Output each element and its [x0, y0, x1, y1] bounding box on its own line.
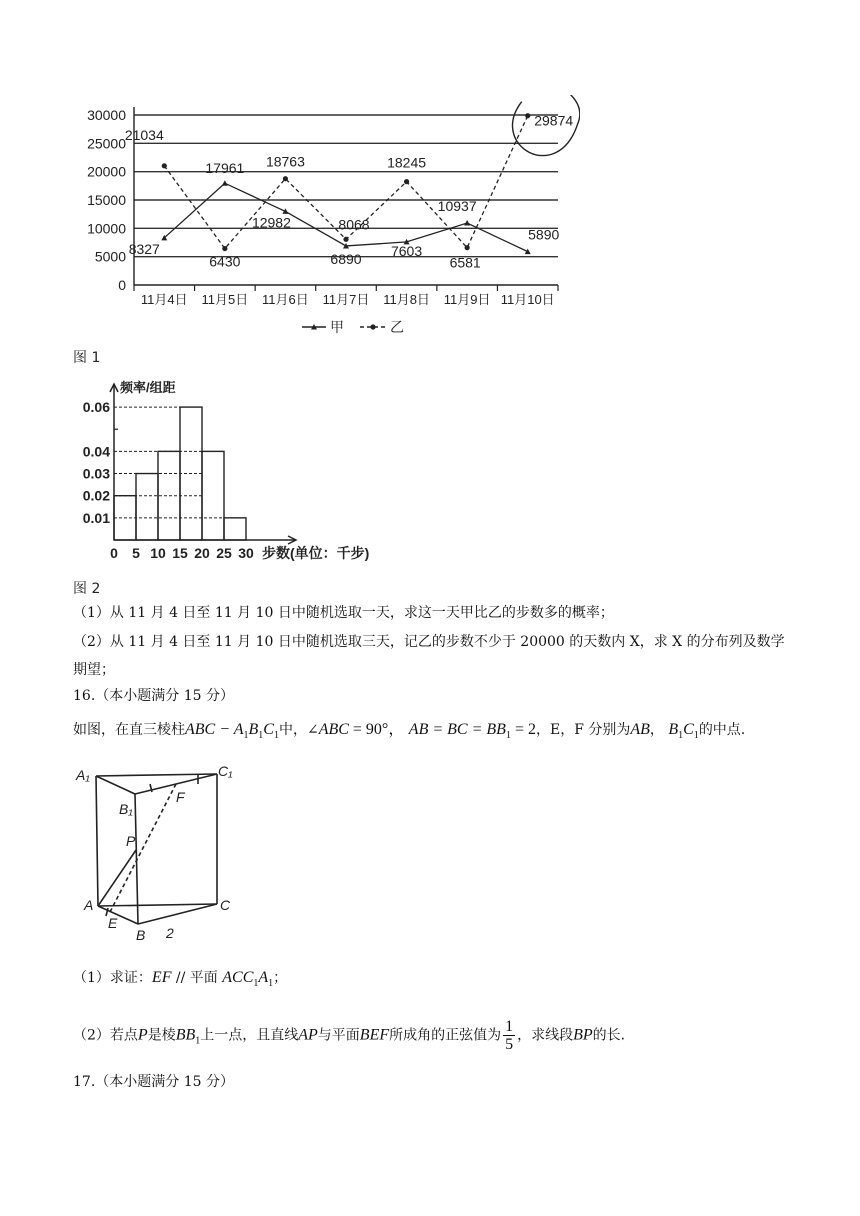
x-tick-label: 0 [110, 545, 118, 561]
x-tick-label: 10 [150, 545, 166, 561]
q16-stem-math-2: ABC [318, 721, 349, 738]
q16-stem-text-4: ， [649, 722, 664, 738]
label-A: A [84, 897, 94, 913]
q16-part2-math-k: BP [573, 1026, 593, 1044]
data-label: 6890 [330, 250, 362, 267]
q16-stem-math-6: AB [630, 721, 650, 738]
figure2-caption: 图 2 [73, 581, 101, 597]
figure1-caption: 图 1 [73, 350, 101, 366]
data-point-jia [464, 220, 470, 226]
data-point-jia [525, 249, 531, 255]
y-tick-label: 25000 [87, 135, 126, 152]
q16-stem-text-5: 的中点. [698, 722, 746, 738]
legend-label-jia: 甲 [330, 319, 344, 335]
x-tick-label: 30 [238, 545, 254, 561]
data-point-yi [343, 237, 348, 242]
data-label: 21034 [124, 126, 164, 143]
q16-stem: 如图，在直三棱柱ABC − $A_1B_1C_1$中，∠ABC = 90°， AB = BC = $BB_1 = 2$，E，F 分别为AB， $B_1C_1$的中点. [73, 721, 746, 741]
x-tick-label: 11月7日 [322, 292, 370, 307]
data-point-jia [282, 208, 288, 214]
q16-part1-math-b: EF [151, 969, 172, 986]
data-label: 6581 [449, 254, 481, 271]
label-C: C [220, 897, 231, 913]
y-tick-label: 20000 [87, 163, 126, 180]
q16-part1: （1）求证：EF // 平面 $ACC_1A_1$； [73, 969, 288, 989]
histogram-bar [136, 474, 158, 540]
q16-part2-math-h: BEF [359, 1026, 390, 1044]
y-tick-label: 15000 [87, 192, 126, 208]
q17-heading: 17.（本小题满分 15 分） [73, 1074, 234, 1090]
q16-part2-text-a: （2）若点 [73, 1027, 138, 1044]
label-E: E [108, 915, 118, 931]
x-axis-label: 步数(单位：千步) [262, 545, 370, 561]
data-label: 18763 [265, 153, 305, 170]
q16-part1-text-f: ； [273, 970, 288, 986]
edge-AB [98, 906, 138, 924]
q16-part1-text-a: （1）求证： [73, 970, 152, 986]
data-label: 8327 [128, 240, 160, 257]
label-A1: A₁ [76, 767, 90, 783]
edge-A1C1 [96, 774, 217, 776]
fraction-numerator: 1 [505, 1018, 514, 1035]
y-tick-label: 0.04 [82, 443, 110, 460]
y-tick-label: 0.06 [82, 399, 110, 416]
q16-part2-fraction [503, 1018, 515, 1053]
q16-part2-text-i: 所成角的正弦值为 [389, 1027, 502, 1044]
edge-AC [98, 904, 217, 906]
legend-marker-yi [370, 324, 375, 329]
y-tick-label: 0 [118, 277, 126, 293]
fraction-denominator: 5 [505, 1036, 514, 1053]
data-label: 8068 [338, 216, 370, 233]
x-tick-label: 11月6日 [262, 292, 309, 307]
histogram-bar [202, 451, 224, 540]
y-tick-label: 10000 [87, 220, 126, 237]
q16-stem-math-1: ABC − A [185, 721, 244, 738]
x-tick-label: 25 [216, 545, 232, 561]
q16-stem-math-3: = 90°， [348, 721, 405, 738]
y-tick-label: 0.03 [82, 465, 110, 482]
q15-part2-line1: （2）从 11 月 4 日至 11 月 10 日中随机选取三天，记乙的步数不少于 20000 的天数内 X，求 X 的分布列及数学 [73, 634, 785, 650]
x-tick-label: 11月10日 [500, 292, 555, 307]
data-point-yi [283, 176, 288, 181]
q16-stem-math-4: AB = BC = BB [408, 721, 506, 738]
histogram-bar [224, 518, 246, 540]
q16-part2-text-j: ，求线段 [517, 1027, 574, 1044]
q15-part1: （1）从 11 月 4 日至 11 月 10 日中随机选取一天，求这一天甲比乙的步数多的概率； [73, 605, 614, 621]
x-tick-label: 11月8日 [383, 292, 430, 307]
q16-stem-math-5: = 2 [510, 721, 536, 738]
edge-BC [138, 904, 217, 924]
q16-heading: 16.（本小题满分 15 分） [73, 688, 234, 704]
y-tick-label: 30000 [87, 107, 126, 123]
data-label: 10937 [437, 198, 477, 215]
data-label: 7603 [390, 242, 423, 259]
q16-part1-math-d: ACC [222, 969, 254, 986]
x-tick-label: 11月5日 [201, 292, 249, 307]
label-B: B [136, 927, 146, 943]
edge-AA1 [96, 776, 98, 906]
data-point-jia [222, 180, 228, 186]
y-tick-label: 0.02 [82, 487, 110, 504]
q16-part2-text-l: 的长. [592, 1027, 626, 1044]
y-tick-label: 0.01 [82, 509, 110, 526]
y-tick-label: 5000 [94, 248, 126, 265]
x-tick-label: 11月9日 [443, 292, 491, 307]
data-label: 6430 [209, 253, 241, 270]
figure1-line-chart [70, 95, 580, 340]
label-mark: 2 [166, 925, 174, 941]
edge-A1B1 [96, 776, 135, 794]
data-label: 5890 [528, 226, 560, 243]
q16-part2: （2）若点P是棱$BB_1$上一点，且直线AP与平面BEF所成角的正弦值为 $\frac{1}{5}$ ，求线段BP的长. [73, 1018, 626, 1053]
prism-figure [70, 762, 250, 947]
q16-stem-text-3: ，E，F 分别为 [535, 722, 631, 738]
data-point-yi [465, 245, 470, 250]
data-label: 17961 [205, 160, 245, 177]
q16-part1-math-e: A [258, 969, 269, 986]
figure2-histogram [70, 372, 420, 572]
q16-part2-text-c: 是棱 [147, 1027, 176, 1044]
q16-stem-text-1: 如图，在直三棱柱 [73, 722, 185, 738]
data-label: 12982 [251, 214, 291, 231]
x-tick-label: 11月4日 [140, 292, 188, 307]
label-C1: C₁ [218, 763, 233, 779]
data-point-yi [525, 113, 530, 118]
data-point-yi [222, 246, 227, 251]
q16-part2-math-d: BB [175, 1026, 196, 1044]
q16-part2-math-b: P [137, 1026, 148, 1044]
q16-stem-text-2: 中，∠ [278, 722, 319, 738]
label-P: P [126, 833, 136, 849]
x-tick-label: 20 [194, 545, 210, 561]
q16-part2-math-f: AP [298, 1026, 318, 1044]
y-axis-label: 频率/组距 [120, 380, 176, 395]
q15-part2-line2: 期望； [73, 662, 115, 678]
q16-part1-text-c: // 平面 [171, 970, 223, 986]
x-tick-label: 15 [172, 545, 188, 561]
label-F: F [176, 789, 185, 805]
data-label: 29874 [534, 112, 574, 129]
q16-part2-text-g: 与平面 [317, 1027, 360, 1044]
data-label: 18245 [387, 154, 427, 171]
legend-label-yi: 乙 [390, 319, 404, 335]
data-point-yi [162, 163, 167, 168]
label-B1: B₁ [119, 801, 133, 817]
x-tick-label: 5 [132, 545, 140, 561]
data-point-yi [404, 179, 409, 184]
q16-part2-text-e: 上一点，且直线 [200, 1027, 299, 1044]
